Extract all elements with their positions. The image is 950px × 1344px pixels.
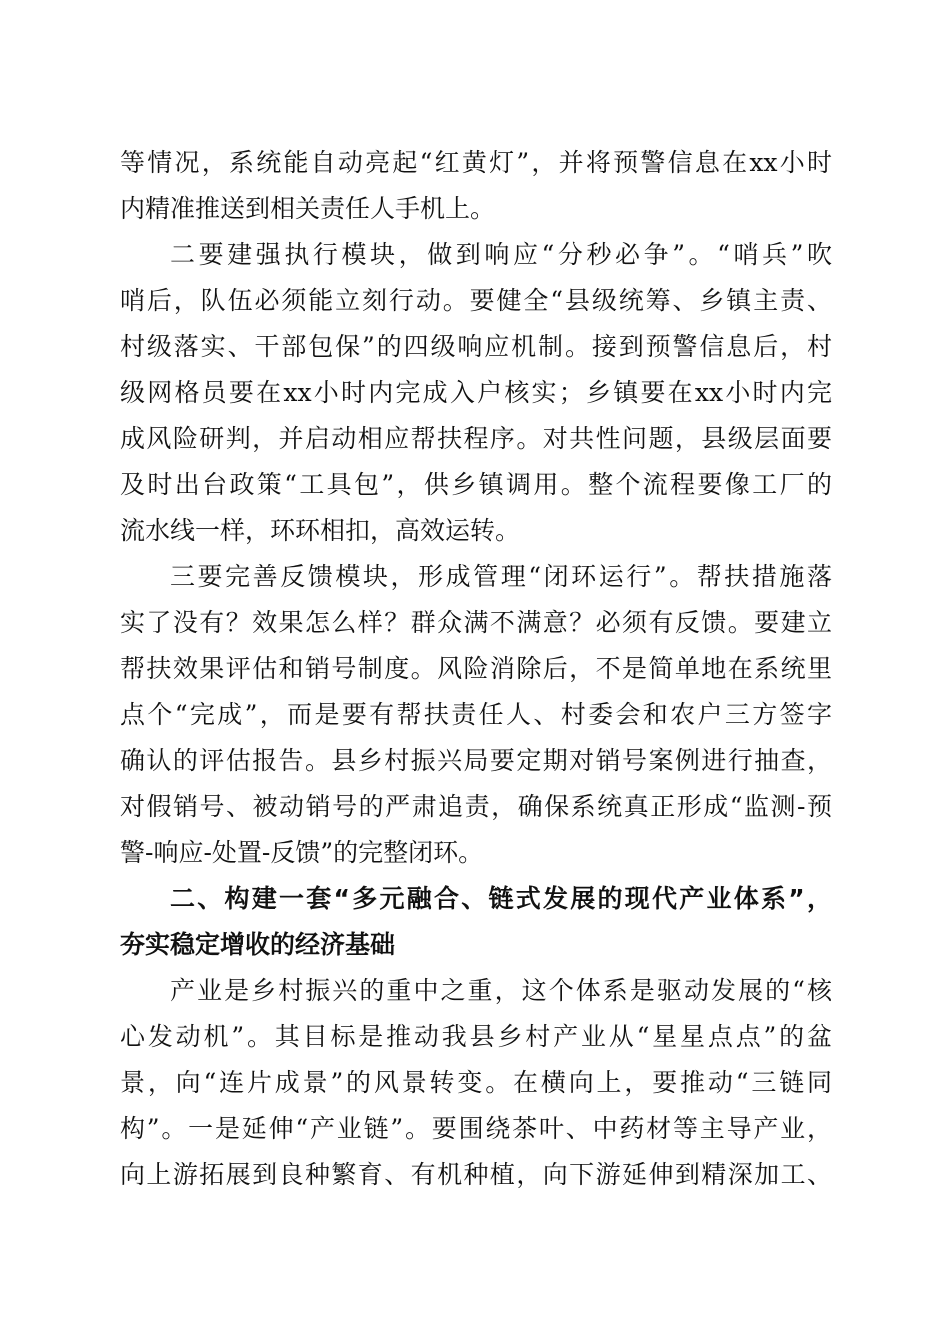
text-line: 对假销号、被动销号的严肃追责，确保系统真正形成“监测-预 bbox=[120, 792, 832, 821]
text-line: 及时出台政策“工具包”，供乡镇调用。整个流程要像工厂的 bbox=[120, 470, 832, 499]
text-line: 村级落实、干部包保”的四级响应机制。接到预警信息后，村 bbox=[120, 332, 832, 361]
text-line: 确认的评估报告。县乡村振兴局要定期对销号案例进行抽查， bbox=[120, 746, 832, 775]
paragraph-feedback-module bbox=[120, 554, 832, 876]
text-line: 实了没有？效果怎么样？群众满不满意？必须有反馈。要建立 bbox=[120, 608, 832, 637]
heading-line: 夯实稳定增收的经济基础 bbox=[120, 930, 396, 959]
document-body bbox=[120, 140, 832, 1198]
text-line: 级网格员要在xx小时内完成入户核实；乡镇要在xx小时内完 bbox=[120, 378, 832, 407]
text-line: 流水线一样，环环相扣，高效运转。 bbox=[120, 516, 521, 545]
heading-line: 二、构建一套“多元融合、链式发展的现代产业体系”， bbox=[170, 884, 832, 913]
text-line: 内精准推送到相关责任人手机上。 bbox=[120, 194, 496, 223]
paragraph-warning-push bbox=[120, 140, 832, 232]
text-line: 等情况，系统能自动亮起“红黄灯”，并将预警信息在xx小时 bbox=[120, 148, 832, 177]
section-heading bbox=[120, 876, 832, 968]
paragraph-execution-module bbox=[120, 232, 832, 554]
text-line: 向上游拓展到良种繁育、有机种植，向下游延伸到精深加工、 bbox=[120, 1160, 832, 1189]
text-line: 产业是乡村振兴的重中之重，这个体系是驱动发展的“核 bbox=[170, 976, 832, 1005]
text-line: 景，向“连片成景”的风景转变。在横向上，要推动“三链同 bbox=[120, 1068, 832, 1097]
text-line: 二要建强执行模块，做到响应“分秒必争”。“哨兵”吹 bbox=[170, 240, 832, 269]
text-line: 警-响应-处置-反馈”的完整闭环。 bbox=[120, 838, 484, 867]
text-line: 哨后，队伍必须能立刻行动。要健全“县级统筹、乡镇主责、 bbox=[120, 286, 832, 315]
text-line: 帮扶效果评估和销号制度。风险消除后，不是简单地在系统里 bbox=[120, 654, 832, 683]
text-line: 点个“完成”，而是要有帮扶责任人、村委会和农户三方签字 bbox=[120, 700, 832, 729]
text-line: 心发动机”。其目标是推动我县乡村产业从“星星点点”的盆 bbox=[120, 1022, 832, 1051]
text-line: 三要完善反馈模块，形成管理“闭环运行”。帮扶措施落 bbox=[170, 562, 832, 591]
text-line: 成风险研判，并启动相应帮扶程序。对共性问题，县级层面要 bbox=[120, 424, 832, 453]
text-line: 构”。一是延伸“产业链”。要围绕茶叶、中药材等主导产业， bbox=[120, 1114, 832, 1143]
paragraph-industry-system bbox=[120, 968, 832, 1198]
